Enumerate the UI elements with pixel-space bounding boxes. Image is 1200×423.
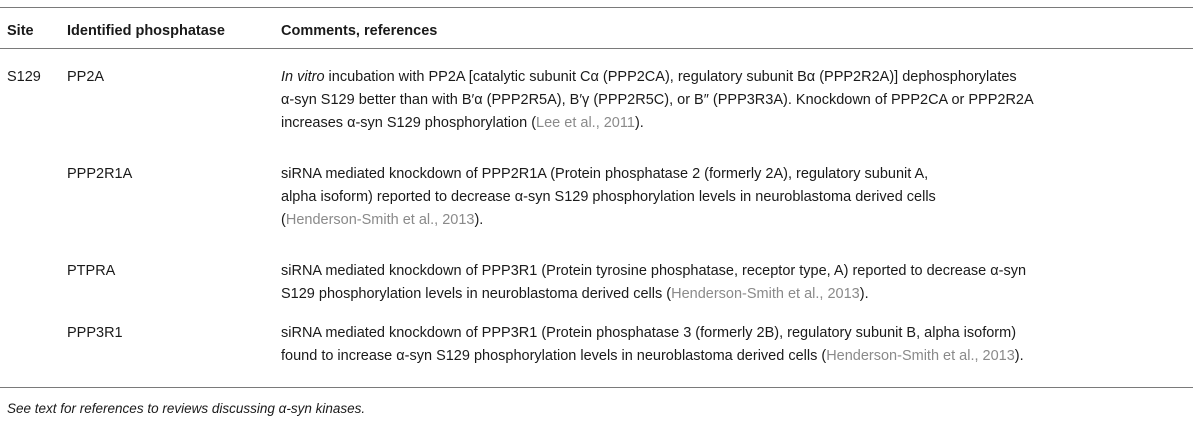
header-site: Site (7, 23, 34, 39)
comment-line (281, 322, 1024, 345)
row-site-cell: S129 (7, 69, 41, 85)
reference-link[interactable]: Henderson-Smith et al., 2013 (826, 348, 1015, 364)
comment-line (281, 345, 1024, 368)
comment-text: siRNA mediated knockdown of PPP3R1 (Protein phosphatase 3 (formerly 2B), regulatory subunit B, alpha isoform) (281, 325, 1017, 341)
reference-link[interactable]: Lee et al., 2011 (536, 115, 635, 131)
comment-line (281, 283, 1026, 306)
comment-text: incubation with PP2A [catalytic subunit Cα (PPP2CA), regulatory subunit Bα (PPP2R2A)] dephosphorylates (324, 69, 1017, 85)
comment-text: ). (634, 115, 644, 131)
row-phosphatase-cell: PPP3R1 (67, 325, 123, 341)
header-comments-references: Comments, references (281, 23, 438, 39)
table-footnote: See text for references to reviews discussing α-syn kinases. (7, 401, 366, 416)
table-top-rule (0, 7, 1193, 8)
row-phosphatase-cell: PTPRA (67, 263, 116, 279)
comment-line (281, 112, 1034, 135)
reference-link[interactable]: Henderson-Smith et al., 2013 (671, 286, 860, 302)
comment-text: ). (1014, 348, 1024, 364)
comment-line (281, 209, 936, 232)
comment-text: siRNA mediated knockdown of PPP3R1 (Protein tyrosine phosphatase, receptor type, A) reported to decrease α-syn (281, 263, 1027, 279)
comment-line (281, 163, 936, 186)
comment-italic: In vitro (281, 69, 325, 85)
row-comment-cell (281, 163, 936, 232)
row-comment-cell (281, 260, 1026, 306)
comment-line (281, 89, 1034, 112)
row-phosphatase-cell: PP2A (67, 69, 105, 85)
comment-text: ( (281, 212, 286, 228)
comment-text: increases α-syn S129 phosphorylation ( (281, 115, 537, 131)
table-header-rule (0, 48, 1193, 49)
row-comment-cell (281, 322, 1024, 368)
row-phosphatase-cell: PPP2R1A (67, 166, 133, 182)
comment-text: siRNA mediated knockdown of PPP2R1A (Protein phosphatase 2 (formerly 2A), regulatory subunit A, (281, 166, 929, 182)
comment-line (281, 260, 1026, 283)
comment-text: α-syn S129 better than with B′α (PPP2R5A), B′γ (PPP2R5C), or B″ (PPP3R3A). Knockdown of PPP2CA or PPP2R2A (281, 92, 1034, 108)
row-comment-cell (281, 66, 1034, 135)
comment-text: alpha isoform) reported to decrease α-syn S129 phosphorylation levels in neuroblastoma derived cells (281, 189, 936, 205)
comment-text: ). (859, 286, 869, 302)
header-identified-phosphatase: Identified phosphatase (67, 23, 225, 39)
comment-text: ). (474, 212, 484, 228)
comment-line (281, 66, 1034, 89)
comment-line (281, 186, 936, 209)
table-bottom-rule (0, 387, 1193, 388)
comment-text: S129 phosphorylation levels in neuroblastoma derived cells ( (281, 286, 672, 302)
reference-link[interactable]: Henderson-Smith et al., 2013 (285, 212, 475, 228)
comment-text: found to increase α-syn S129 phosphorylation levels in neuroblastoma derived cells ( (281, 348, 827, 364)
